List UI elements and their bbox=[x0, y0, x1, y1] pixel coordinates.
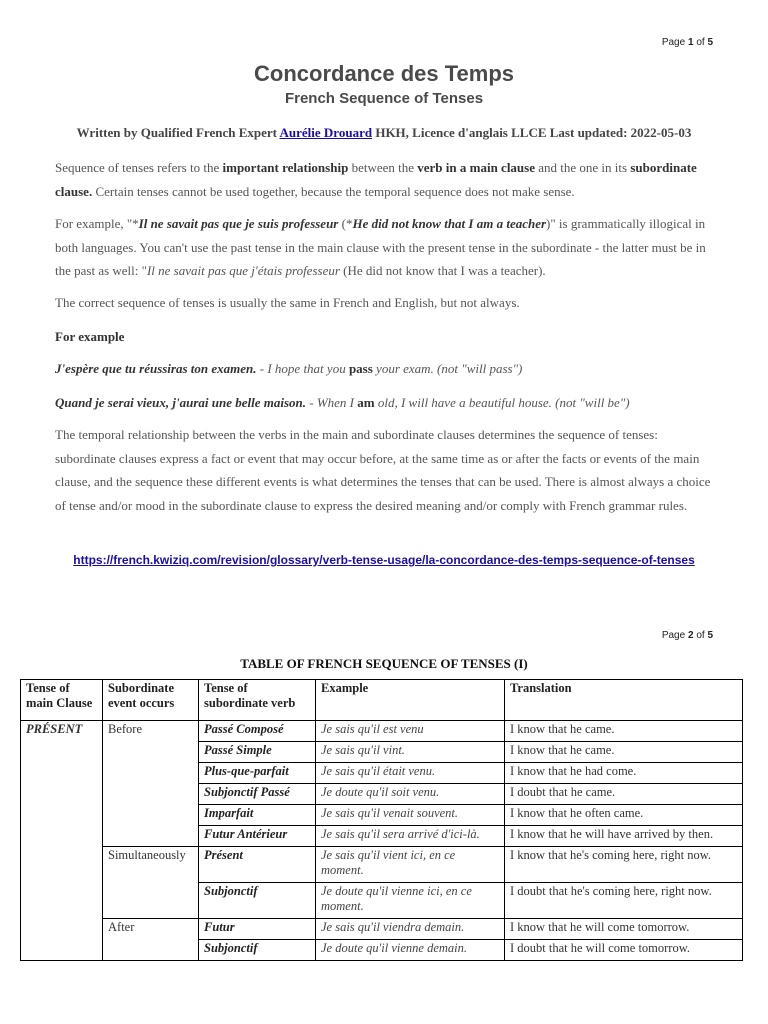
example-cell: Je sais qu'il était venu. bbox=[316, 763, 505, 784]
note-paragraph: The correct sequence of tenses is usually the same in French and English, but not always. bbox=[55, 295, 520, 310]
example-cell: Je sais qu'il sera arrivé d'ici-là. bbox=[316, 826, 505, 847]
table-row bbox=[21, 721, 743, 742]
translation-cell: I know that he often came. bbox=[505, 805, 743, 826]
example-cell: Je doute qu'il vienne ici, en ce moment. bbox=[316, 883, 505, 919]
tense-cell: Futur Antérieur bbox=[199, 826, 316, 847]
text-bold: subordinate clause. bbox=[55, 160, 697, 199]
tense-cell: Imparfait bbox=[199, 805, 316, 826]
translation-cell: I doubt that he's coming here, right now. bbox=[505, 883, 743, 919]
text-bold-italic: Il ne savait pas que je suis professeur bbox=[138, 216, 339, 231]
french-sentence: Quand je serai vieux, j'aurai une belle maison. bbox=[55, 395, 306, 410]
main-tense-cell: PRÉSENT bbox=[21, 721, 103, 961]
tense-cell: Subjonctif bbox=[199, 940, 316, 961]
text: and the one in its bbox=[538, 160, 628, 175]
example-cell: Je sais qu'il viendra demain. bbox=[316, 919, 505, 940]
text-bold: verb in a main clause bbox=[417, 160, 535, 175]
page-number-2 bbox=[662, 630, 713, 641]
text-italic: - When I bbox=[309, 395, 355, 410]
table-row bbox=[21, 847, 743, 883]
table-header-row bbox=[21, 680, 743, 721]
table-title: TABLE OF FRENCH SEQUENCE OF TENSES (I) bbox=[240, 656, 528, 671]
text: Sequence of tenses refers to the bbox=[55, 160, 220, 175]
page-label: Page bbox=[661, 37, 686, 48]
table-row bbox=[21, 919, 743, 940]
text-bold: am bbox=[357, 395, 375, 410]
text: )" is grammatically illogical in both languages. You can't use the past tense in the main clause with the present tense in the subordinate - the latter must be in the past as well: " bbox=[55, 216, 706, 278]
header-translation: Translation bbox=[505, 680, 743, 721]
text-italic: your exam. (not "will pass") bbox=[376, 361, 523, 376]
translation-cell: I know that he will have arrived by then. bbox=[505, 826, 743, 847]
tense-cell: Subjonctif bbox=[199, 883, 316, 919]
example-sentence-2 bbox=[55, 391, 715, 415]
intro-paragraph bbox=[55, 156, 715, 203]
for-example-heading bbox=[55, 325, 715, 349]
byline bbox=[0, 125, 768, 141]
page-of: of bbox=[696, 630, 705, 641]
translation-cell: I know that he's coming here, right now. bbox=[505, 847, 743, 883]
byline-prefix: Written by Qualified French Expert bbox=[76, 125, 277, 140]
text-bold-italic: He did not know that I am a teacher bbox=[352, 216, 547, 231]
tense-cell: Plus-que-parfait bbox=[199, 763, 316, 784]
text-italic: - I hope that you bbox=[259, 361, 346, 376]
example-paragraph bbox=[55, 212, 715, 283]
byline-suffix: HKH, Licence d'anglais LLCE Last updated: 2022-05-03 bbox=[375, 125, 692, 140]
explanation-paragraph: The temporal relationship between the verbs in the main and subordinate clauses determines the sequence of tenses: subordinate clauses express a fact or event that may occur before, at the same time as or after the facts or events of the main clause, and the sequence these different events is what determines the tenses that can be used. There is almost always a choice of tense and/or mood in the subordinate clause to express the desired meaning and/or comply with French grammar rules. bbox=[55, 427, 711, 513]
source-link[interactable]: https://french.kwiziq.com/revision/glossary/verb-tense-usage/la-concordance-des-temps-sequence-of-tenses bbox=[73, 553, 695, 567]
tense-cell: Subjonctif Passé bbox=[199, 784, 316, 805]
example-cell: Je doute qu'il vienne demain. bbox=[316, 940, 505, 961]
page-title: Concordance des Temps bbox=[254, 61, 514, 86]
text: Certain tenses cannot be used together, because the temporal sequence does not make sense. bbox=[95, 183, 575, 199]
tense-cell: Présent bbox=[199, 847, 316, 883]
tense-cell: Futur bbox=[199, 919, 316, 940]
text-italic: Il ne savait pas que j'étais professeur bbox=[146, 263, 340, 278]
text-bold: important relationship bbox=[222, 160, 349, 175]
example-cell: Je sais qu'il vient ici, en ce moment. bbox=[316, 847, 505, 883]
author-link[interactable]: Aurélie Drouard bbox=[279, 125, 373, 140]
page-of: of bbox=[696, 37, 705, 48]
page-total: 5 bbox=[707, 630, 713, 641]
example-cell: Je sais qu'il vint. bbox=[316, 742, 505, 763]
text: (He did not know that I was a teacher). bbox=[343, 263, 546, 278]
page-label: Page bbox=[661, 630, 686, 641]
example-cell: Je sais qu'il est venu bbox=[316, 721, 505, 742]
header-main-tense: Tense of main Clause bbox=[21, 680, 103, 721]
header-example: Example bbox=[316, 680, 505, 721]
tense-cell: Passé Composé bbox=[199, 721, 316, 742]
event-cell-before: Before bbox=[103, 721, 199, 847]
header-event: Subordinate event occurs bbox=[103, 680, 199, 721]
translation-cell: I know that he came. bbox=[505, 742, 743, 763]
text: For example, "* bbox=[55, 216, 139, 231]
page-current: 2 bbox=[687, 630, 694, 641]
text: between the bbox=[351, 160, 415, 175]
source-link-container bbox=[0, 553, 768, 567]
page-current: 1 bbox=[687, 37, 694, 48]
example-cell: Je doute qu'il soit venu. bbox=[316, 784, 505, 805]
text-bold: For example bbox=[55, 329, 125, 344]
text: (* bbox=[341, 216, 353, 231]
event-cell-simultaneously: Simultaneously bbox=[103, 847, 199, 919]
translation-cell: I doubt that he came. bbox=[505, 784, 743, 805]
text-bold: pass bbox=[348, 361, 373, 376]
translation-cell: I know that he will come tomorrow. bbox=[505, 919, 743, 940]
page-total: 5 bbox=[707, 37, 713, 48]
translation-cell: I know that he had come. bbox=[505, 763, 743, 784]
tense-cell: Passé Simple bbox=[199, 742, 316, 763]
translation-cell: I know that he came. bbox=[505, 721, 743, 742]
translation-cell: I doubt that he will come tomorrow. bbox=[505, 940, 743, 961]
sequence-of-tenses-table bbox=[20, 679, 743, 961]
page-number-1 bbox=[662, 37, 713, 48]
event-cell-after: After bbox=[103, 919, 199, 961]
header-sub-tense: Tense of subordinate verb bbox=[199, 680, 316, 721]
text-italic: old, I will have a beautiful house. (not "will be") bbox=[377, 395, 630, 410]
page-subtitle: French Sequence of Tenses bbox=[284, 90, 484, 107]
example-cell: Je sais qu'il venait souvent. bbox=[316, 805, 505, 826]
example-sentence-1 bbox=[55, 357, 715, 381]
french-sentence: J'espère que tu réussiras ton examen. bbox=[55, 361, 257, 376]
